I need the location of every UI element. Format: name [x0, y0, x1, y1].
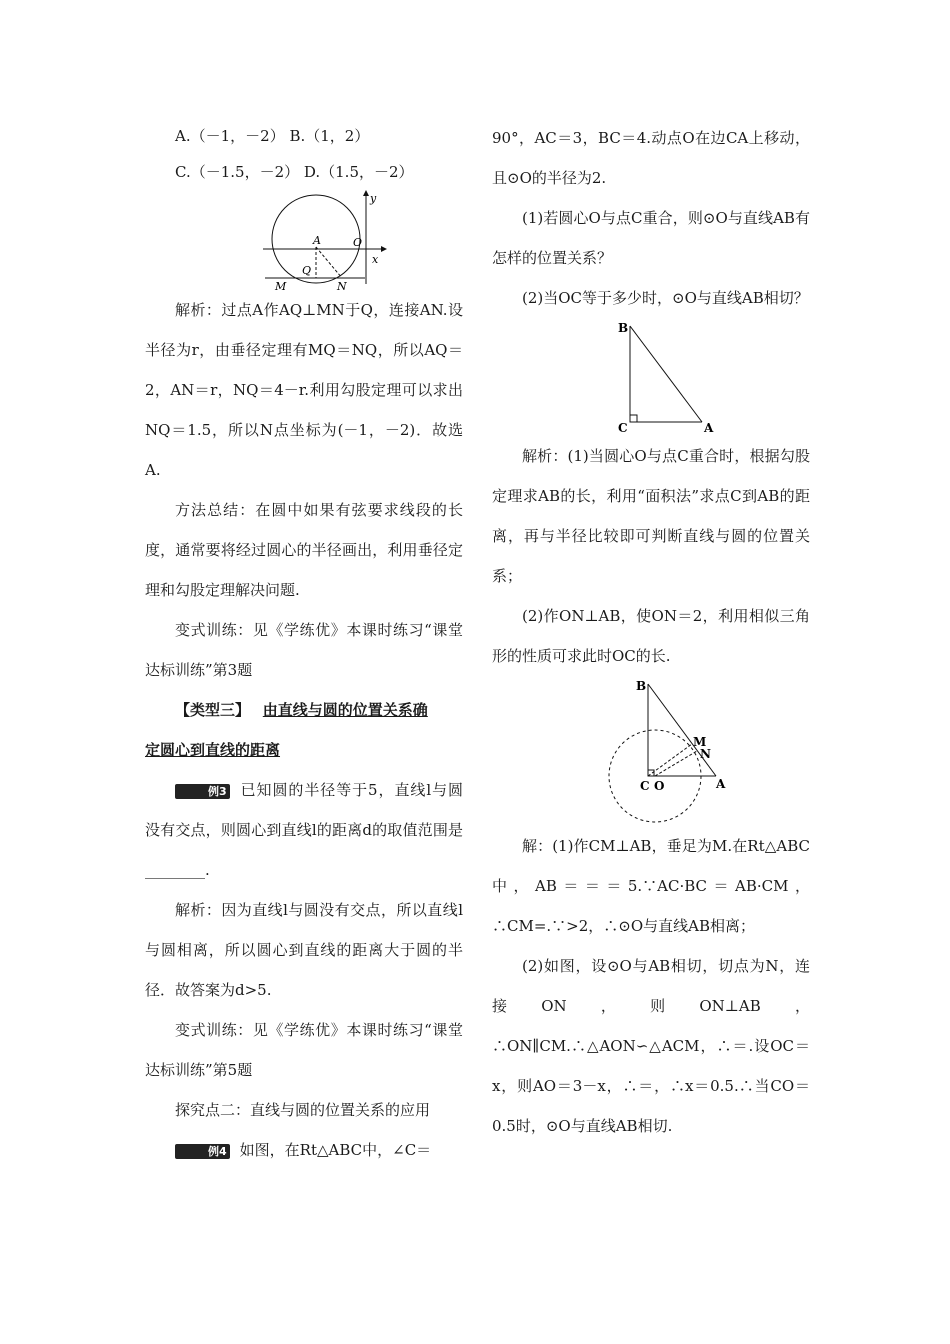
- analysis-4a: 解析：(1)当圆心O与点C重合时，根据勾股定理求AB的长，利用“面积法”求点C到AB的距离，再与半径比较即可判断直线与圆的位置关系；: [492, 447, 810, 585]
- fig1-label-x: x: [372, 253, 379, 266]
- fig3-label-n: N: [700, 747, 711, 761]
- fig3-label-o: O: [654, 779, 665, 793]
- figure-tangent-circle: [492, 676, 810, 826]
- variant-training-2: 变式训练：见《学练优》本课时练习“课堂达标训练”第5题: [145, 1021, 463, 1079]
- fig3-label-m: M: [693, 735, 707, 749]
- example-4-text: 如图，在Rt△ABC中，∠C＝: [239, 1141, 432, 1159]
- fig1-label-o: O: [353, 236, 363, 249]
- fig1-label-n: N: [337, 280, 347, 290]
- tangent-circle-diagram: [492, 676, 810, 826]
- fig1-label-a: A: [313, 234, 321, 247]
- fig2-label-a: A: [704, 421, 714, 435]
- fig1-label-y: y: [370, 192, 377, 205]
- example-4-badge: 例4: [175, 1144, 230, 1159]
- circle-axes-diagram: [145, 190, 463, 290]
- fig2-label-c: C: [618, 421, 628, 435]
- type3-tag: 【类型三】: [175, 701, 251, 719]
- type3-heading: [145, 690, 463, 730]
- example-4-continued: 90°，AC＝3，BC＝4.动点O在边CA上移动，且⊙O的半径为2.: [492, 129, 810, 187]
- options-row-1: A.（－1，－2） B.（1，2）: [175, 127, 370, 145]
- right-column: [492, 118, 810, 1146]
- example-3-text: 已知圆的半径等于5，直线l与圆没有交点，则圆心到直线l的距离d的取值范围是________.: [145, 781, 463, 879]
- figure-circle-axes: [145, 190, 463, 290]
- fig3-label-c: C: [640, 779, 650, 793]
- example-3-badge: 例3: [175, 784, 230, 799]
- type3-title-b: 定圆心到直线的距离: [145, 741, 281, 759]
- solution-1: 解：(1)作CM⊥AB，垂足为M.在Rt△ABC中，AB＝＝＝5.∵AC·BC＝AB·CM，∴CM=.∵>2，∴⊙O与直线AB相离；: [492, 837, 810, 935]
- type3-heading-cont: [145, 730, 463, 770]
- question-1: (1)若圆心O与点C重合，则⊙O与直线AB有怎样的位置关系？: [492, 209, 810, 267]
- method-summary: 方法总结：在圆中如果有弦要求线段的长度，通常要将经过圆心的半径画出，利用垂径定理和勾股定理解决问题.: [145, 501, 463, 599]
- analysis-4b: (2)作ON⊥AB，使ON＝2，利用相似三角形的性质可求此时OC的长.: [492, 607, 810, 665]
- explore-point-2: 探究点二：直线与圆的位置关系的应用: [175, 1101, 431, 1119]
- analysis-3: 解析：因为直线l与圆没有交点，所以直线l与圆相离，所以圆心到直线的距离大于圆的半径．故答案为d>5.: [145, 901, 463, 999]
- variant-training-1: 变式训练：见《学练优》本课时练习“课堂达标训练”第3题: [145, 621, 463, 679]
- example-3: [145, 770, 463, 890]
- solution-2: (2)如图，设⊙O与AB相切，切点为N，连接ON，则ON⊥AB，∴ON∥CM.∴△AON∽△ACM，∴＝.设OC＝x，则AO＝3－x，∴＝，∴x＝0.5.∴当CO＝0.5时，⊙O与直线AB相切.: [492, 957, 810, 1135]
- fig1-label-q: Q: [302, 264, 312, 277]
- fig1-label-m: M: [275, 280, 287, 290]
- example-4: [145, 1130, 463, 1170]
- figure-right-triangle: [492, 318, 810, 436]
- left-column: [145, 118, 463, 1170]
- fig3-label-b: B: [636, 679, 647, 693]
- right-triangle-diagram: [492, 318, 810, 436]
- options-row-2: C.（－1.5，－2） D.（1.5，－2）: [175, 163, 414, 181]
- fig2-label-b: B: [618, 321, 629, 335]
- type3-title-a: 由直线与圆的位置关系确: [262, 701, 428, 719]
- analysis-1: 解析：过点A作AQ⊥MN于Q，连接AN.设半径为r，由垂径定理有MQ＝NQ，所以AQ＝2，AN＝r，NQ＝4－r.利用勾股定理可以求出NQ＝1.5，所以N点坐标为(－1，－2)．故选A.: [145, 301, 463, 479]
- fig3-label-a: A: [716, 777, 726, 791]
- question-2: (2)当OC等于多少时，⊙O与直线AB相切？: [522, 289, 809, 307]
